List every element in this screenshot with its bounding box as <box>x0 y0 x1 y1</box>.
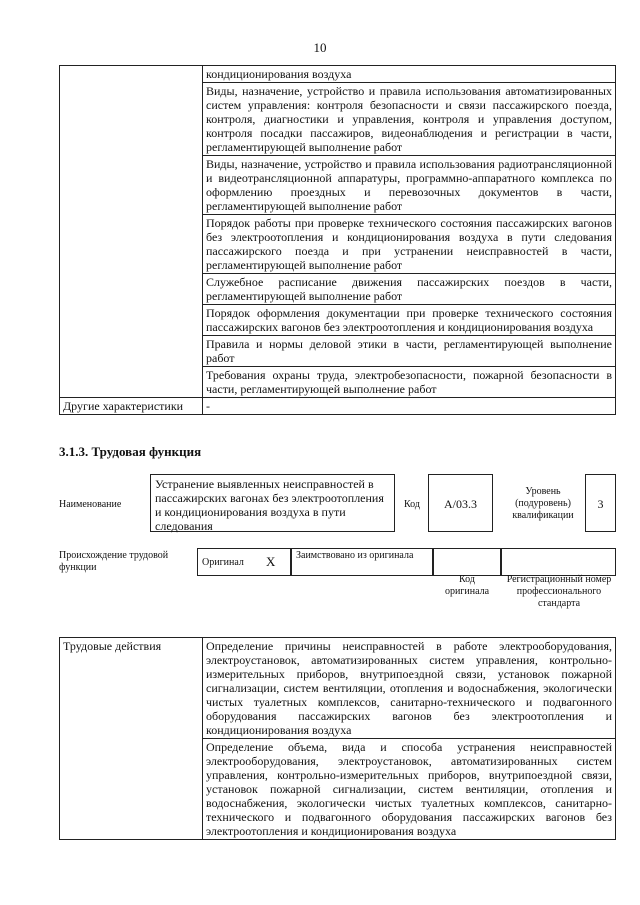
table-cell: Порядок работы при проверке технического состояния пассажирских вагонов без электроотопления и кондиционирования воздуха в пути следования пассажирского поезда и при устранении неисправностей в части, регламентирующей выполнение работ <box>203 215 616 274</box>
table-cell: Служебное расписание движения пассажирских поездов в части, регламентирующей выполнение работ <box>203 274 616 305</box>
original-label: Оригинал <box>202 557 244 568</box>
section-title: 3.1.3. Трудовая функция <box>59 444 202 459</box>
table-row <box>60 638 616 739</box>
table-cell: Определение причины неисправностей в работе электрооборудования, электроустановок, автоматизированных систем управления, контрольно-измерительных приборов, внутрипоездной связи, установок пожарной сигнализации, систем вентиляции, отопления и водоснабжения, экологически чистых туалетных комплексов, санитарно-технического и подвагонного оборудования пассажирских вагонов без электроотопления и кондиционирования воздуха <box>203 638 616 739</box>
table-cell: Определение объема, вида и способа устранения неисправностей электрооборудования, электроустановок, автоматизированных систем управления, контрольно-измерительных приборов, внутрипоездной связи, установок пожарной сигнализации, систем вентиляции, отопления и водоснабжения, экологически чистых туалетных комплексов, санитарно-технического и подвагонного оборудования пассажирских вагонов без электроотопления и кондиционирования воздуха <box>203 739 616 840</box>
table-cell: кондиционирования воздуха <box>203 66 616 83</box>
level-label: Уровень (подуровень) квалификации <box>512 486 574 521</box>
empty-label-cell <box>60 66 203 398</box>
borrowed-cell <box>291 548 433 576</box>
table-cell: Требования охраны труда, электробезопасности, пожарной безопасности в части, регламентирующей выполнение работ <box>203 367 616 398</box>
table-row <box>60 66 616 83</box>
original-mark: X <box>266 554 276 569</box>
page-number: 10 <box>313 40 327 55</box>
reg-caption: Регистрационный номер профессионального стандарта <box>506 574 612 609</box>
other-characteristics-label: Другие характеристики <box>60 398 203 415</box>
table-cell: Виды, назначение, устройство и правила использования радиотрансляционной и видеотрансляционной аппаратуры, программно-аппаратного комплекса по оформлению проездных и перевозочных документов в части, регламентирующей выполнение работ <box>203 156 616 215</box>
code-value-box: А/03.3 <box>428 474 493 532</box>
original-cell <box>197 548 291 576</box>
table-row <box>60 398 616 415</box>
actions-label: Трудовые действия <box>60 638 203 840</box>
other-characteristics-value: - <box>203 398 616 415</box>
code-label: Код <box>404 499 420 510</box>
knowledge-table <box>59 65 616 415</box>
actions-table <box>59 637 616 840</box>
table-cell: Виды, назначение, устройство и правила использования автоматизированных систем управления: контроля безопасности и связи пассажирского поезда, контроля, диагностики и управления, контроля и управления доступом, контроля посадки пассажиров, видеонаблюдения и регистрации в части, регламентирующей выполнение работ <box>203 83 616 156</box>
code-caption: Код оригинала <box>444 574 490 597</box>
reg-number-cell <box>501 548 616 576</box>
name-label: Наименование <box>59 499 122 510</box>
borrowed-label: Заимствовано из оригинала <box>296 550 414 561</box>
level-value-box: 3 <box>585 474 616 532</box>
origin-label: Происхождение трудовой функции <box>59 550 169 573</box>
table-cell: Правила и нормы деловой этики в части, регламентирующей выполнение работ <box>203 336 616 367</box>
origin-code-cell <box>433 548 501 576</box>
table-cell: Порядок оформления документации при проверке технического состояния пассажирских вагонов без электроотопления и кондиционирования воздуха <box>203 305 616 336</box>
function-name-box: Устранение выявленных неисправностей в пассажирских вагонах без электроотопления и кондиционирования воздуха в пути следования <box>150 474 395 532</box>
